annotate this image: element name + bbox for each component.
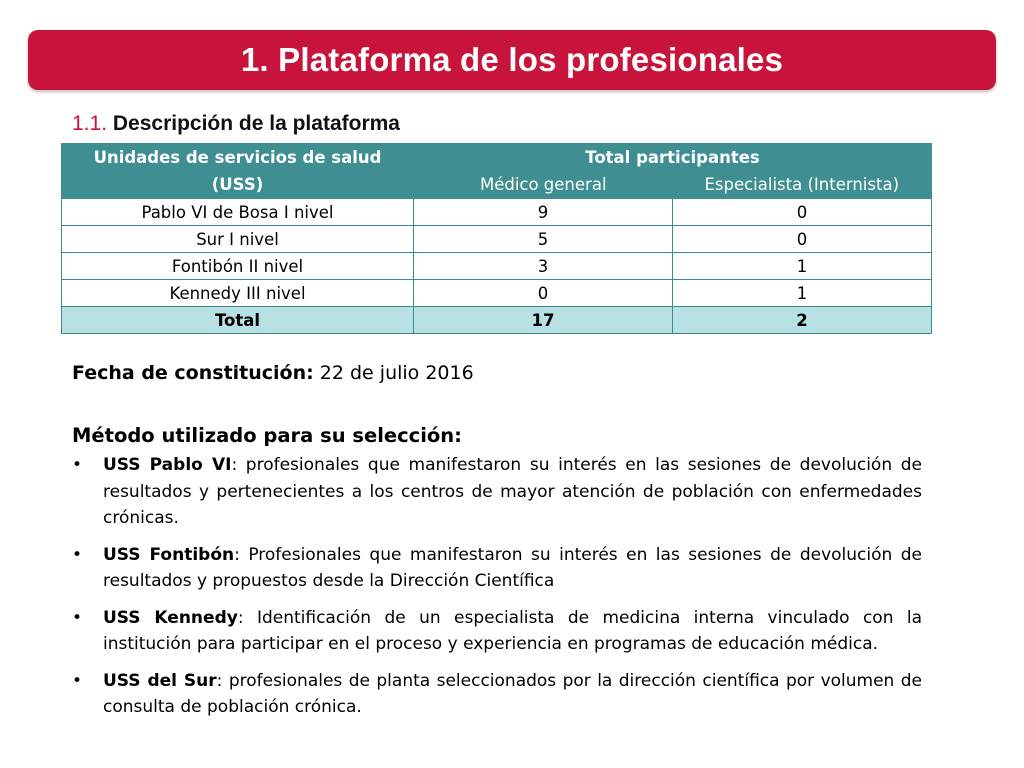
row-especialista: 0 xyxy=(673,199,932,226)
page-title: 1. Plataforma de los profesionales xyxy=(240,41,784,78)
selection-method-list xyxy=(72,452,922,731)
row-name: Pablo VI de Bosa I nivel xyxy=(62,199,414,226)
header-especialista: Especialista (Internista) xyxy=(704,175,900,194)
item-lead: USS Kennedy xyxy=(103,607,238,628)
header-total-label: Total participantes xyxy=(585,148,760,167)
table-row xyxy=(62,199,932,226)
section-number: 1.1. xyxy=(72,112,108,135)
section-title: Descripción de la plataforma xyxy=(112,112,400,135)
header-uss xyxy=(62,144,414,199)
row-medico: 9 xyxy=(414,199,673,226)
table-header-row xyxy=(62,144,932,199)
bullet-icon: • xyxy=(72,607,83,628)
item-text: : Profesionales que manifestaron su interés en las sesiones de devolución de resultados y propuestos desde la Dirección Científica xyxy=(103,544,922,591)
bullet-icon: • xyxy=(72,455,83,475)
row-medico: 0 xyxy=(414,280,673,307)
total-especialista: 2 xyxy=(673,307,932,334)
row-name: Fontibón II nivel xyxy=(62,253,414,280)
item-text: : profesionales de planta seleccionados por la dirección científica por volumen de consulta de población crónica. xyxy=(103,670,923,717)
item-lead: USS del Sur xyxy=(103,670,217,691)
title-banner xyxy=(28,30,996,90)
header-total xyxy=(414,144,932,199)
fecha-label: Fecha de constitución: xyxy=(72,362,314,384)
header-medico-general: Médico general xyxy=(479,175,607,194)
table-total-row xyxy=(62,307,932,334)
section-subtitle xyxy=(72,112,400,136)
total-medico: 17 xyxy=(414,307,673,334)
list-item xyxy=(72,452,922,532)
table-row xyxy=(62,280,932,307)
bullet-icon: • xyxy=(72,670,83,691)
header-uss-line2: (USS) xyxy=(211,175,264,194)
item-text: : Identificación de un especialista de medicina interna vinculado con la institución para participar en el proceso y experiencia en programas de educación médica. xyxy=(103,607,923,654)
item-lead: USS Pablo VI xyxy=(103,455,232,475)
item-text: : profesionales que manifestaron su interés en las sesiones de devolución de resultados y pertenecientes a los centros de mayor atención de población con enfermedades crónicas. xyxy=(103,455,922,528)
fecha-value: 22 de julio 2016 xyxy=(319,362,474,384)
item-lead: USS Fontibón xyxy=(103,544,235,565)
total-label: Total xyxy=(62,307,414,334)
row-name: Sur I nivel xyxy=(62,226,414,253)
row-name: Kennedy III nivel xyxy=(62,280,414,307)
table-row xyxy=(62,253,932,280)
table-row xyxy=(62,226,932,253)
list-item xyxy=(72,668,922,721)
row-medico: 3 xyxy=(414,253,673,280)
row-especialista: 1 xyxy=(673,280,932,307)
metodo-heading: Método utilizado para su selección: xyxy=(72,424,462,447)
bullet-icon: • xyxy=(72,544,83,565)
row-medico: 5 xyxy=(414,226,673,253)
row-especialista: 0 xyxy=(673,226,932,253)
header-uss-line1: Unidades de servicios de salud xyxy=(93,148,382,167)
list-item xyxy=(72,605,922,658)
participants-table xyxy=(61,143,932,334)
fecha-constitucion xyxy=(72,362,474,384)
list-item xyxy=(72,542,922,595)
row-especialista: 1 xyxy=(673,253,932,280)
